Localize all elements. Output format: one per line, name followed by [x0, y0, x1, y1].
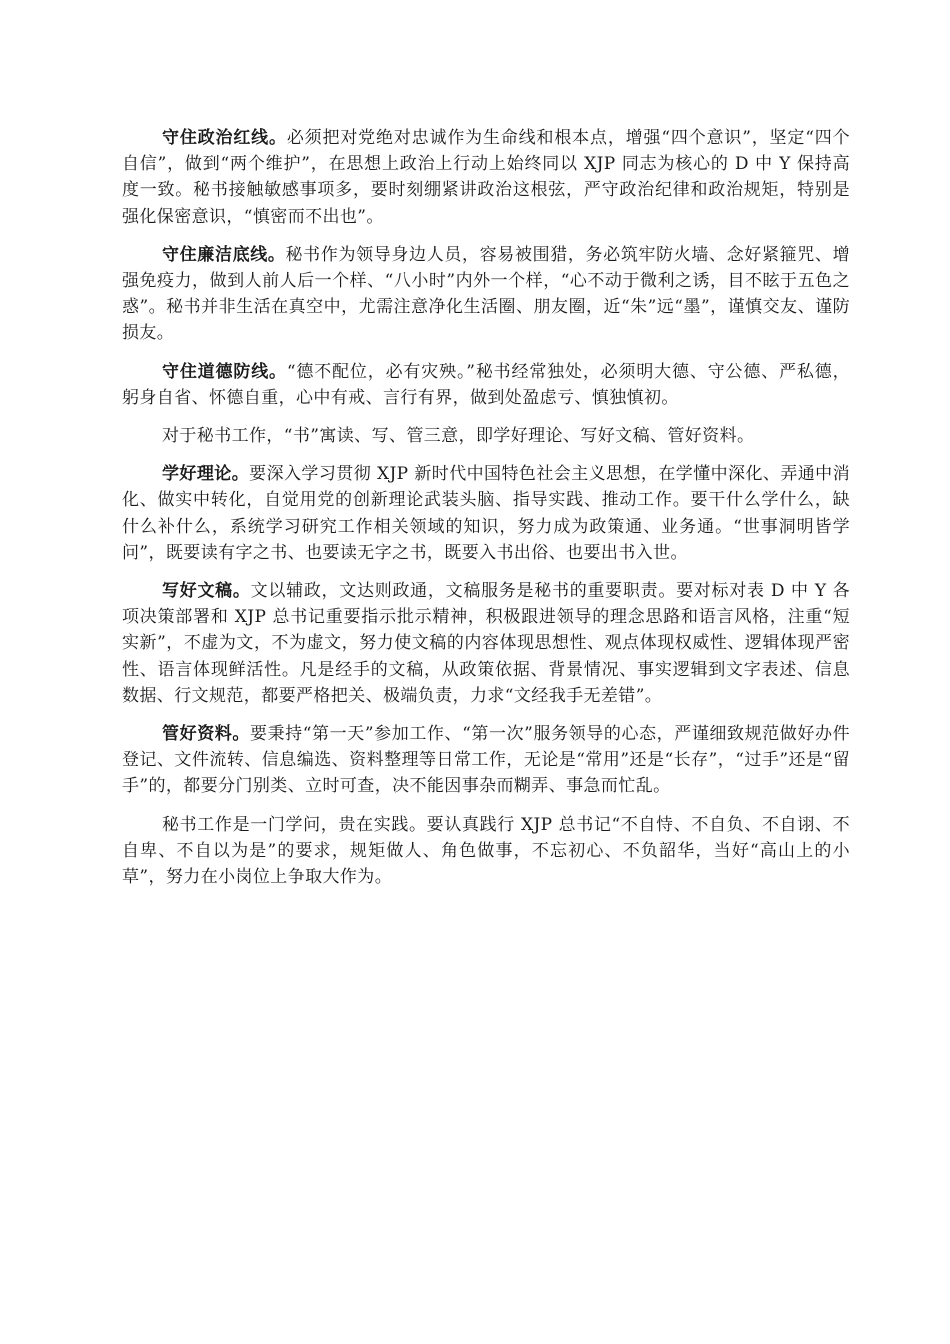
paragraph-integrity-bottomline: [122, 242, 850, 347]
paragraph-text: 必须把对党绝对忠诚作为生命线和根本点，增强“四个意识”，坚定“四个自信”，做到“两个维护”，在思想上政治上行动上始终同以 XJP 同志为核心的 D 中 Y 保持高度一致。秘书接触敏感事项多，要时刻绷紧讲政治这根弦，严守政治纪律和政治规矩，特别是强化保密意识，“慎密而不出也”。: [122, 128, 850, 227]
paragraph-text: 对于秘书工作，“书”寓读、写、管三意，即学好理论、写好文稿、管好资料。: [162, 426, 755, 447]
paragraph-heading: 守住道德防线。: [162, 361, 287, 382]
paragraph-text: 文以辅政，文达则政通，文稿服务是秘书的重要职责。要对标对表 D 中 Y 各项决策部署和 XJP 总书记重要指示批示精神，积极跟进领导的理念思路和语言风格，注重“短实新”，不虚为文，不为虚文，努力使文稿的内容体现思想性、观点体现权威性、逻辑体现严密性、语言体现鲜活性。凡是经手的文稿，从政策依据、背景情况、事实逻辑到文字表述、信息数据、行文规范，都要严格把关、极端负责，力求“文经我手无差错”。: [122, 581, 850, 706]
paragraph-text: 秘书作为领导身边人员，容易被围猎，务必筑牢防火墙、念好紧箍咒、增强免疫力，做到人前人后一个样、“八小时”内外一个样，“心不动于微利之诱，目不眩于五色之惑”。秘书并非生活在真空中，尤需注意净化生活圈、朋友圈，近“朱”远“墨”，谨慎交友、谨防损友。: [122, 244, 850, 344]
paragraph-heading: 管好资料。: [162, 724, 250, 745]
paragraph-text: 要秉持“第一天”参加工作、“第一次”服务领导的心态，严谨细致规范做好办件登记、文件流转、信息编选、资料整理等日常工作，无论是“常用”还是“长存”，“过手”还是“留手”的，都要分门别类、立时可查，决不能因事杂而糊弄、事急而忙乱。: [122, 724, 850, 797]
paragraph-secretary-work-intro: [122, 423, 850, 449]
paragraph-learn-theory: [122, 461, 850, 566]
paragraph-heading: 学好理论。: [162, 464, 250, 485]
paragraph-conclusion: [122, 812, 850, 891]
paragraph-write-drafts: [122, 578, 850, 709]
paragraph-heading: 写好文稿。: [162, 581, 251, 602]
paragraph-heading: 守住政治红线。: [162, 128, 287, 148]
paragraph-heading: 守住廉洁底线。: [162, 244, 286, 265]
paragraph-moral-defense: [122, 359, 850, 411]
paragraph-political-redline: [122, 125, 850, 230]
paragraph-manage-materials: [122, 721, 850, 800]
document-body: [122, 125, 850, 902]
paragraph-text: 秘书工作是一门学问，贵在实践。要认真践行 XJP 总书记“不自恃、不自负、不自诩、不自卑、不自以为是”的要求，规矩做人、角色做事，不忘初心、不负韶华，当好“高山上的小草”，努力在小岗位上争取大作为。: [122, 814, 850, 888]
paragraph-text: 要深入学习贯彻 XJP 新时代中国特色社会主义思想，在学懂中深化、弄通中消化、做实中转化，自觉用党的创新理论武装头脑、指导实践、推动工作。要干什么学什么，缺什么补什么，系统学习研究工作相关领域的知识，努力成为政策通、业务通。“世事洞明皆学问”，既要读有字之书、也要读无字之书，既要入书出俗、也要出书入世。: [122, 464, 850, 563]
paragraph-text: “德不配位，必有灾殃。”秘书经常独处，必须明大德、守公德、严私德，躬身自省、怀德自重，心中有戒、言行有界，做到处盈虑亏、慎独慎初。: [122, 361, 850, 408]
